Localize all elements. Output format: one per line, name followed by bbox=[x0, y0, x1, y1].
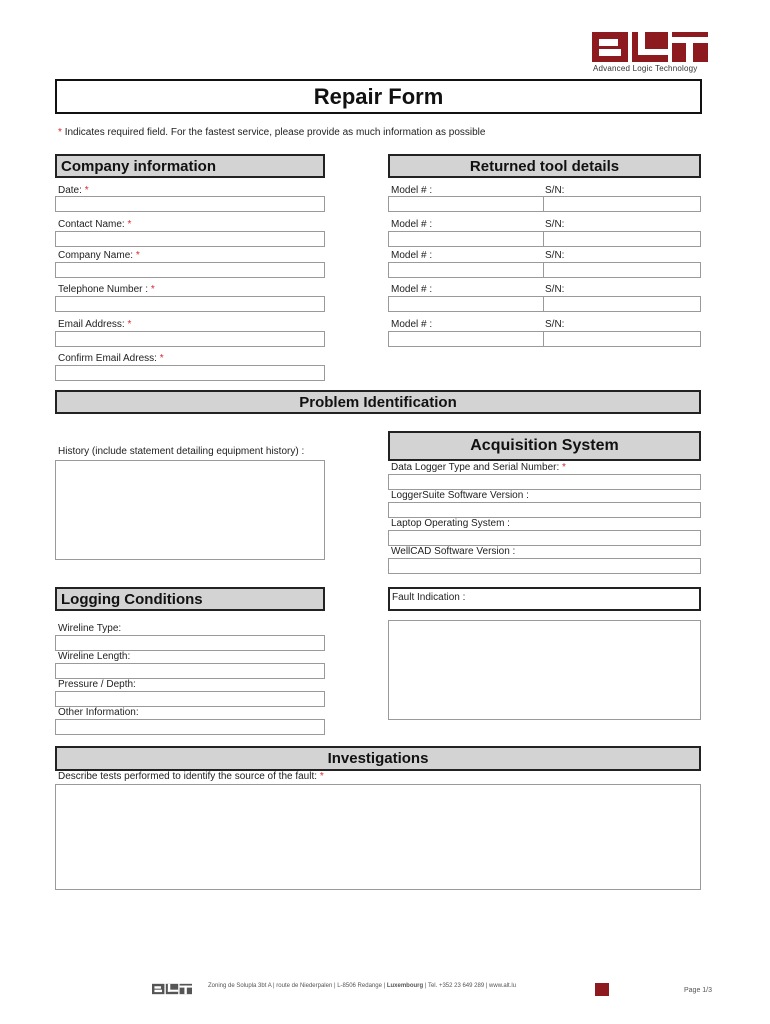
footer-logo bbox=[152, 982, 192, 996]
model-label: Model # : bbox=[391, 185, 433, 196]
contact-name-input[interactable] bbox=[55, 231, 325, 247]
telephone-label bbox=[58, 284, 155, 295]
confirm-email-label-text: Confirm Email Adress: bbox=[58, 353, 157, 364]
model-input[interactable] bbox=[388, 331, 544, 347]
footer-address-text: Zoning de Solupla 3bt A | route de Niederpalen | L-8506 Redange | bbox=[208, 983, 386, 989]
model-label: Model # : bbox=[391, 250, 433, 261]
confirm-email-label bbox=[58, 353, 164, 364]
contact-name-label bbox=[58, 219, 131, 230]
data-logger-input[interactable] bbox=[388, 474, 701, 490]
laptop-os-input[interactable] bbox=[388, 530, 701, 546]
other-info-label: Other Information: bbox=[58, 707, 139, 718]
wireline-type-input[interactable] bbox=[55, 635, 325, 651]
date-input[interactable] bbox=[55, 196, 325, 212]
wireline-type-label: Wireline Type: bbox=[58, 623, 122, 634]
required-star: * bbox=[84, 185, 89, 196]
describe-tests-label bbox=[58, 771, 324, 782]
sn-label: S/N: bbox=[545, 284, 565, 295]
sn-label: S/N: bbox=[545, 250, 565, 261]
data-logger-label-text: Data Logger Type and Serial Number: bbox=[391, 462, 560, 473]
footer-address bbox=[208, 983, 516, 989]
sn-label: S/N: bbox=[545, 185, 565, 196]
describe-tests-label-text: Describe tests performed to identify the source of the fault: bbox=[58, 771, 318, 782]
required-note bbox=[58, 127, 485, 138]
wellcad-label: WellCAD Software Version : bbox=[391, 546, 516, 557]
email-label bbox=[58, 319, 131, 330]
required-star: * bbox=[127, 319, 132, 330]
model-label: Model # : bbox=[391, 284, 433, 295]
laptop-os-label: Laptop Operating System : bbox=[391, 518, 510, 529]
other-info-input[interactable] bbox=[55, 719, 325, 735]
footer-brand-square bbox=[595, 983, 609, 996]
loggersuite-input[interactable] bbox=[388, 502, 701, 518]
footer-country: Luxembourg bbox=[386, 983, 424, 989]
history-label: History (include statement detailing equipment history) : bbox=[58, 446, 305, 457]
company-name-label bbox=[58, 250, 140, 261]
model-label: Model # : bbox=[391, 319, 433, 330]
required-star: * bbox=[150, 284, 155, 295]
footer-contact: | Tel. +352 23 649 289 | www.alt.lu bbox=[424, 983, 517, 989]
sn-input[interactable] bbox=[543, 231, 701, 247]
company-info-heading: Company information bbox=[55, 154, 325, 178]
returned-tool-heading: Returned tool details bbox=[388, 154, 701, 178]
sn-input[interactable] bbox=[543, 262, 701, 278]
required-star: * bbox=[127, 219, 132, 230]
required-star: * bbox=[135, 250, 140, 261]
pressure-depth-input[interactable] bbox=[55, 691, 325, 707]
telephone-input[interactable] bbox=[55, 296, 325, 312]
wellcad-input[interactable] bbox=[388, 558, 701, 574]
history-textarea[interactable] bbox=[55, 460, 325, 560]
company-name-input[interactable] bbox=[55, 262, 325, 278]
page-title: Repair Form bbox=[55, 79, 702, 114]
alt-logo bbox=[592, 32, 708, 62]
investigations-textarea[interactable] bbox=[55, 784, 701, 890]
model-input[interactable] bbox=[388, 296, 544, 312]
sn-input[interactable] bbox=[543, 296, 701, 312]
company-tagline: Advanced Logic Technology bbox=[593, 64, 698, 73]
model-input[interactable] bbox=[388, 231, 544, 247]
wireline-length-label: Wireline Length: bbox=[58, 651, 131, 662]
loggersuite-label: LoggerSuite Software Version : bbox=[391, 490, 529, 501]
email-label-text: Email Address: bbox=[58, 319, 125, 330]
wireline-length-input[interactable] bbox=[55, 663, 325, 679]
page-number: Page 1/3 bbox=[684, 987, 713, 994]
contact-name-label-text: Contact Name: bbox=[58, 219, 125, 230]
date-label-text: Date: bbox=[58, 185, 82, 196]
sn-label: S/N: bbox=[545, 319, 565, 330]
company-name-label-text: Company Name: bbox=[58, 250, 134, 261]
logging-conditions-heading: Logging Conditions bbox=[55, 587, 325, 611]
model-input[interactable] bbox=[388, 196, 544, 212]
fault-indication-textarea[interactable] bbox=[388, 620, 701, 720]
required-note-text: Indicates required field. For the fastest service, please provide as much information as possible bbox=[64, 127, 486, 138]
date-label bbox=[58, 185, 89, 196]
sn-input[interactable] bbox=[543, 196, 701, 212]
fault-indication-label: Fault Indication : bbox=[388, 587, 701, 611]
investigations-heading: Investigations bbox=[55, 746, 701, 771]
acquisition-system-heading: Acquisition System bbox=[388, 431, 701, 461]
problem-identification-heading: Problem Identification bbox=[55, 390, 701, 414]
confirm-email-input[interactable] bbox=[55, 365, 325, 381]
sn-input[interactable] bbox=[543, 331, 701, 347]
email-input[interactable] bbox=[55, 331, 325, 347]
sn-label: S/N: bbox=[545, 219, 565, 230]
required-star: * bbox=[562, 462, 566, 473]
telephone-label-text: Telephone Number : bbox=[58, 284, 149, 295]
required-star: * bbox=[159, 353, 164, 364]
model-input[interactable] bbox=[388, 262, 544, 278]
required-star: * bbox=[319, 771, 324, 782]
pressure-depth-label: Pressure / Depth: bbox=[58, 679, 136, 690]
data-logger-label bbox=[391, 462, 566, 473]
model-label: Model # : bbox=[391, 219, 433, 230]
required-star: * bbox=[58, 127, 62, 138]
